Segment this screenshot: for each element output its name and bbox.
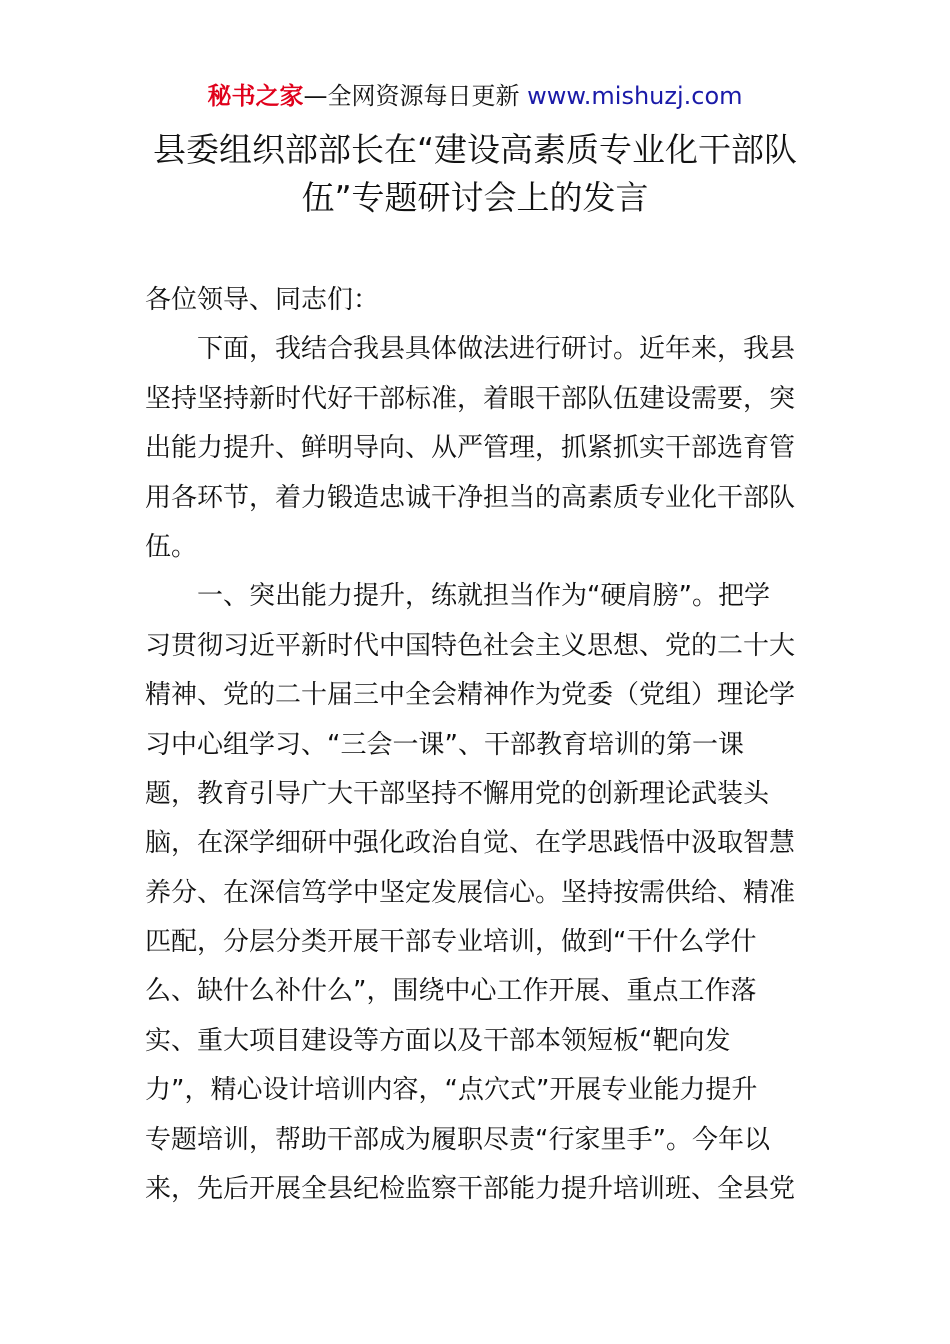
- site-url-link[interactable]: www.mishuzj.com: [527, 82, 743, 110]
- body-line: 出能力提升、鲜明导向、从严管理，抓紧抓实干部选育管: [145, 433, 796, 464]
- body-line: 一、突出能力提升，练就担当作为“硬肩膀”。把学: [145, 581, 770, 612]
- body-line: 习中心组学习、“三会一课”、干部教育培训的第一课: [145, 729, 744, 760]
- title-line-2: 伍”专题研讨会上的发言: [301, 178, 649, 217]
- body-line: 养分、在深信笃学中坚定发展信心。坚持按需供给、精准: [145, 877, 796, 908]
- body-line: 实、重大项目建设等方面以及干部本领短板“靶向发: [145, 1025, 731, 1056]
- body-line: 来，先后开展全县纪检监察干部能力提升培训班、全县党: [145, 1174, 796, 1205]
- site-banner: [0, 80, 950, 112]
- body-line: 精神、党的二十届三中全会精神作为党委（党组）理论学: [145, 680, 796, 711]
- body-line: 专题培训，帮助干部成为履职尽责“行家里手”。今年以: [145, 1124, 770, 1155]
- title-line-1: 县委组织部部长在“建设高素质专业化干部队: [152, 130, 798, 169]
- site-tagline: —全网资源每日更新: [303, 82, 528, 110]
- body-line: 用各环节，着力锻造忠诚干净担当的高素质专业化干部队: [145, 482, 796, 513]
- body-line: 各位领导、同志们：: [145, 285, 380, 315]
- body-line: 脑，在深学细研中强化政治自觉、在学思践悟中汲取智慧: [145, 828, 796, 859]
- document-body: [145, 276, 825, 1214]
- body-line: 坚持坚持新时代好干部标准，着眼干部队伍建设需要，突: [145, 383, 796, 414]
- body-line: 下面，我结合我县具体做法进行研讨。近年来，我县: [145, 334, 796, 365]
- site-brand-name: 秘书之家: [207, 82, 304, 110]
- body-line: 题，教育引导广大干部坚持不懈用党的创新理论武装头: [145, 778, 770, 809]
- body-line: 习贯彻习近平新时代中国特色社会主义思想、党的二十大: [145, 630, 796, 661]
- document-title: [100, 126, 850, 222]
- body-line: 么、缺什么补什么”，围绕中心工作开展、重点工作落: [145, 976, 757, 1007]
- body-line: 匹配，分层分类开展干部专业培训，做到“干什么学什: [145, 927, 757, 958]
- body-line: 伍。: [145, 531, 198, 562]
- body-line: 力”，精心设计培训内容，“点穴式”开展专业能力提升: [145, 1075, 758, 1106]
